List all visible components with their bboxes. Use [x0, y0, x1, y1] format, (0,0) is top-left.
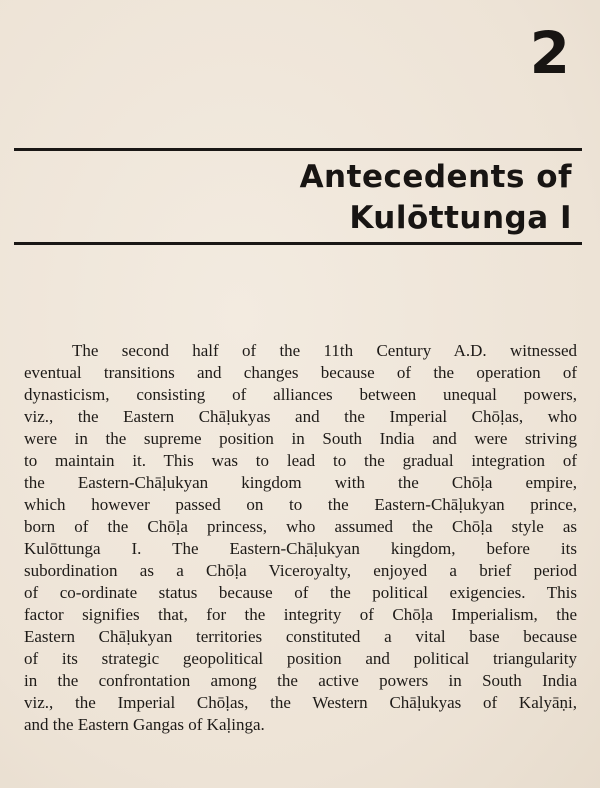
body-paragraph	[24, 340, 577, 736]
paragraph-line: The second half of the 11th Century A.D. witnessed	[72, 341, 577, 360]
paragraph-line: were in the supreme position in South India and were striving	[24, 429, 577, 448]
paragraph-line: dynasticism, consisting of alliances between unequal powers,	[24, 385, 577, 404]
chapter-number: 2	[529, 19, 570, 87]
paragraph-line: viz., the Imperial Chōḷas, the Western Chāḷukyas of Kalyāṇi,	[24, 693, 577, 712]
paragraph-line: which however passed on to the Eastern-Chāḷukyan prince,	[24, 495, 577, 514]
paragraph-line: Kulōttunga I. The Eastern-Chāḷukyan kingdom, before its	[24, 539, 577, 558]
paragraph-line: viz., the Eastern Chāḷukyas and the Imperial Chōḷas, who	[24, 407, 577, 426]
paragraph-line: factor signifies that, for the integrity of Chōḷa Imperialism, the	[24, 605, 577, 624]
chapter-title-line-1: Antecedents of	[299, 159, 572, 195]
paragraph-line: in the confrontation among the active powers in South India	[24, 671, 577, 690]
chapter-title-line-2: Kulōttunga I	[349, 200, 572, 236]
top-rule-divider	[14, 148, 582, 151]
paragraph-line: of co-ordinate status because of the political exigencies. This	[24, 583, 577, 602]
bottom-rule-divider	[14, 242, 582, 245]
paragraph-line: the Eastern-Chāḷukyan kingdom with the Chōḷa empire,	[24, 473, 577, 492]
paragraph-line: born of the Chōḷa princess, who assumed the Chōḷa style as	[24, 517, 577, 536]
paragraph-line: and the Eastern Gangas of Kaḷinga.	[24, 715, 265, 734]
paragraph-line: to maintain it. This was to lead to the gradual integration of	[24, 451, 577, 470]
paragraph-line: Eastern Chāḷukyan territories constituted a vital base because	[24, 627, 577, 646]
paragraph-line: of its strategic geopolitical position and political triangularity	[24, 649, 577, 668]
chapter-title	[32, 157, 572, 239]
paragraph-line: subordination as a Chōḷa Viceroyalty, enjoyed a brief period	[24, 561, 577, 580]
paragraph-line: eventual transitions and changes because of the operation of	[24, 363, 577, 382]
